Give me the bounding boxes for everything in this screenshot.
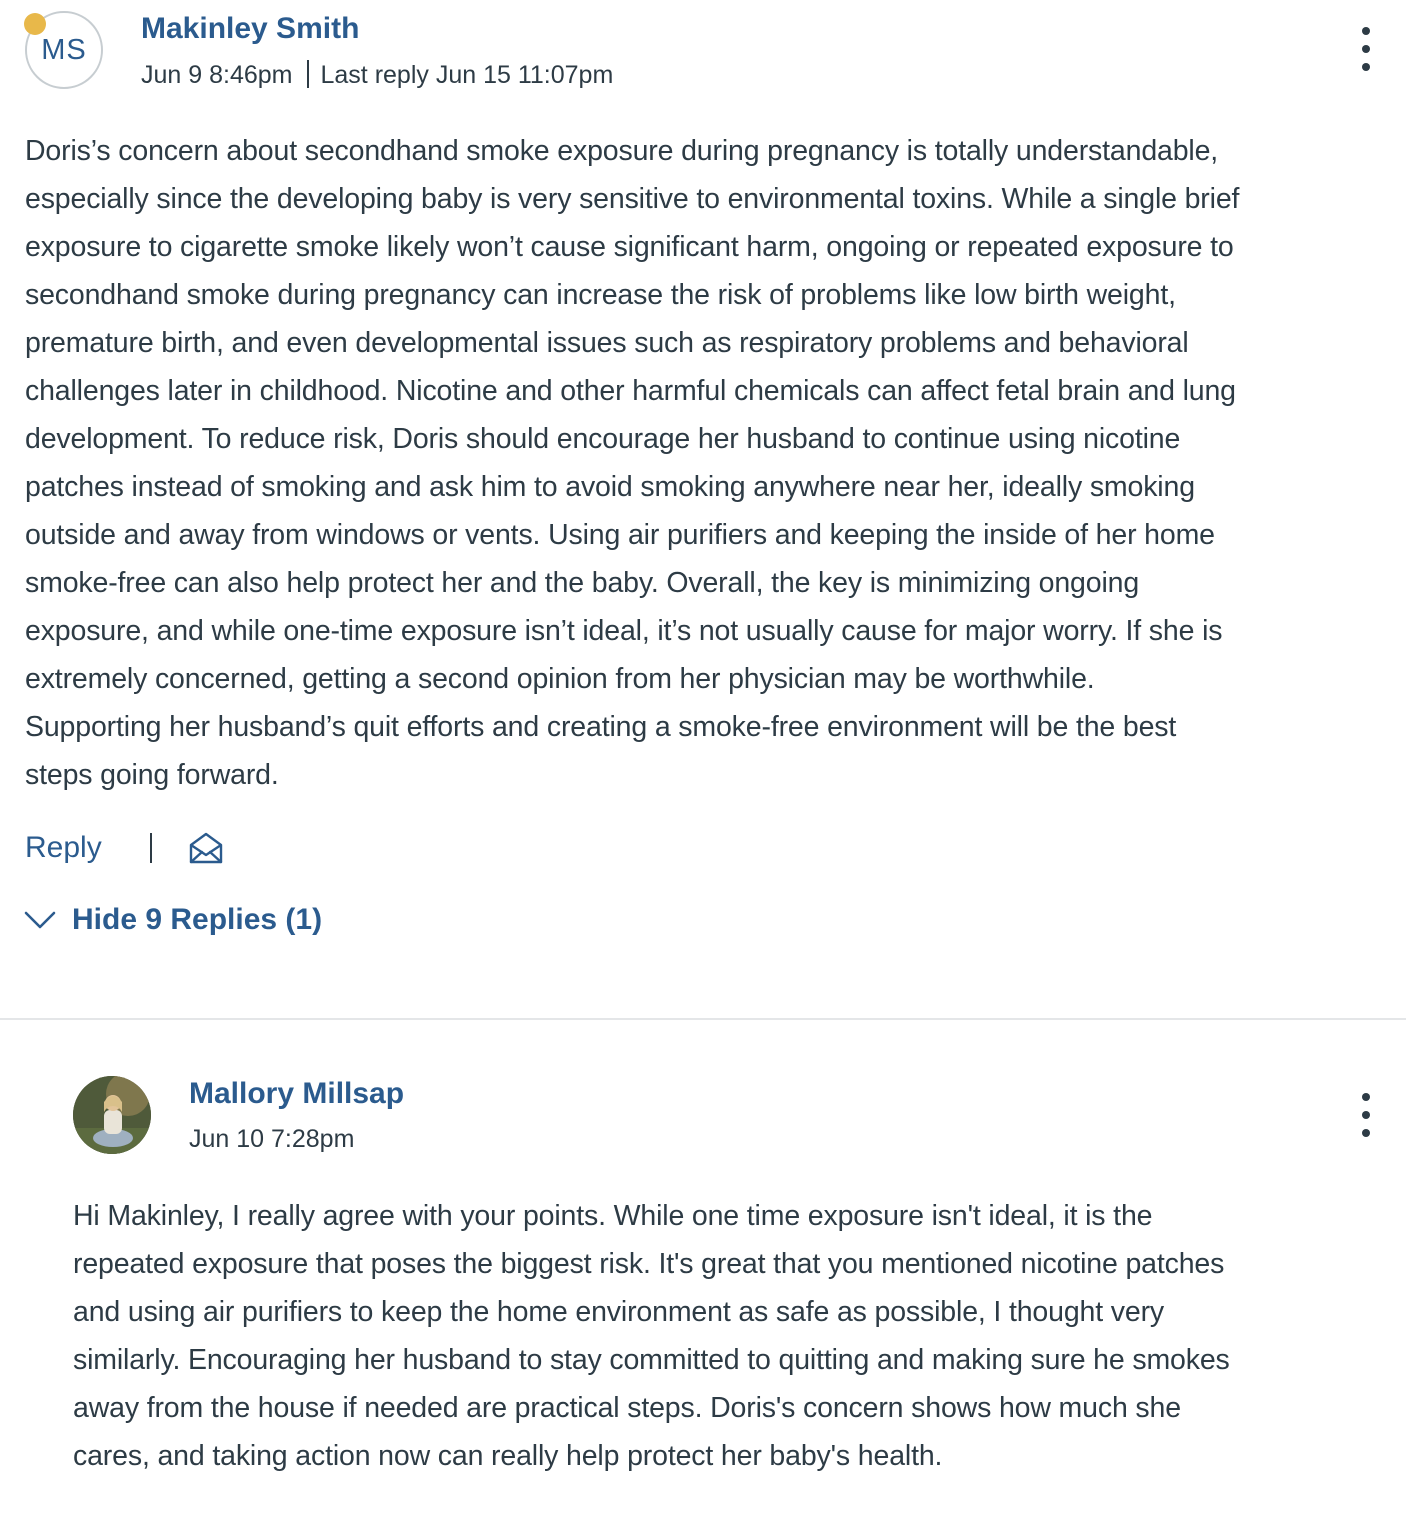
envelope-open-icon[interactable] [188, 830, 224, 866]
avatar-photo [73, 1076, 151, 1154]
message-line: outside and away from windows or vents. Using air purifiers and keeping the inside of her home [25, 519, 1215, 551]
meta-divider [307, 60, 309, 88]
avatar-initials: MS [41, 33, 87, 66]
post-timestamp: Jun 9 8:46pm [141, 61, 293, 89]
post-timestamp: Jun 10 7:28pm [189, 1125, 355, 1153]
message-line: cares, and taking action now can really help protect her baby's health. [73, 1440, 943, 1472]
message-line: steps going forward. [25, 759, 279, 791]
kebab-dot [1362, 27, 1370, 35]
author-name[interactable]: Mallory Millsap [189, 1077, 405, 1110]
message-line: similarly. Encouraging her husband to stay committed to quitting and making sure he smokes [73, 1344, 1230, 1376]
kebab-menu-icon[interactable] [1354, 27, 1378, 71]
author-name[interactable]: Makinley Smith [141, 12, 360, 45]
entry-message [25, 127, 1395, 799]
action-divider [150, 833, 152, 863]
toggle-replies-button[interactable] [24, 903, 322, 937]
post-meta [141, 60, 613, 90]
entry-message [73, 1192, 1393, 1480]
message-line: repeated exposure that poses the biggest risk. It's great that you mentioned nicotine patches [73, 1248, 1225, 1280]
toggle-replies-label: Hide 9 Replies (1) [72, 903, 323, 936]
message-line: Doris’s concern about secondhand smoke exposure during pregnancy is totally understandable, [25, 135, 1219, 167]
message-line: smoke-free can also help protect her and the baby. Overall, the key is minimizing ongoing [25, 567, 1140, 599]
message-line: premature birth, and even developmental issues such as respiratory problems and behavioral [25, 327, 1189, 359]
message-line: Supporting her husband’s quit efforts and creating a smoke-free environment will be the best [25, 711, 1177, 743]
kebab-menu-icon[interactable] [1354, 1093, 1378, 1137]
last-reply-timestamp: Last reply Jun 15 11:07pm [320, 61, 614, 89]
message-line: away from the house if needed are practical steps. Doris's concern shows how much she [73, 1392, 1181, 1424]
chevron-down-icon [24, 910, 56, 930]
message-line: exposure to cigarette smoke likely won’t cause significant harm, ongoing or repeated exposure to [25, 231, 1234, 263]
message-line: secondhand smoke during pregnancy can increase the risk of problems like low birth weight, [25, 279, 1176, 311]
message-line: extremely concerned, getting a second opinion from her physician may be worthwhile. [25, 663, 1095, 695]
post-meta [189, 1125, 354, 1154]
unread-indicator [24, 13, 46, 35]
entry-actions [25, 830, 224, 866]
kebab-dot [1362, 45, 1370, 53]
avatar[interactable] [73, 1076, 151, 1154]
message-line: Hi Makinley, I really agree with your points. While one time exposure isn't ideal, it is the [73, 1200, 1153, 1232]
message-line: especially since the developing baby is very sensitive to environmental toxins. While a single brief [25, 183, 1240, 215]
kebab-dot [1362, 1111, 1370, 1119]
kebab-dot [1362, 1129, 1370, 1137]
kebab-dot [1362, 63, 1370, 71]
kebab-dot [1362, 1093, 1370, 1101]
message-line: exposure, and while one-time exposure isn’t ideal, it’s not usually cause for major worry. If she is [25, 615, 1223, 647]
discussion-reply-mallory [0, 1020, 1406, 1514]
message-line: challenges later in childhood. Nicotine and other harmful chemicals can affect fetal brain and lung [25, 375, 1236, 407]
message-line: and using air purifiers to keep the home environment as safe as possible, I thought very [73, 1296, 1165, 1328]
message-line: development. To reduce risk, Doris should encourage her husband to continue using nicotine [25, 423, 1181, 455]
reply-button[interactable]: Reply [25, 831, 102, 864]
message-line: patches instead of smoking and ask him to avoid smoking anywhere near her, ideally smoking [25, 471, 1195, 503]
